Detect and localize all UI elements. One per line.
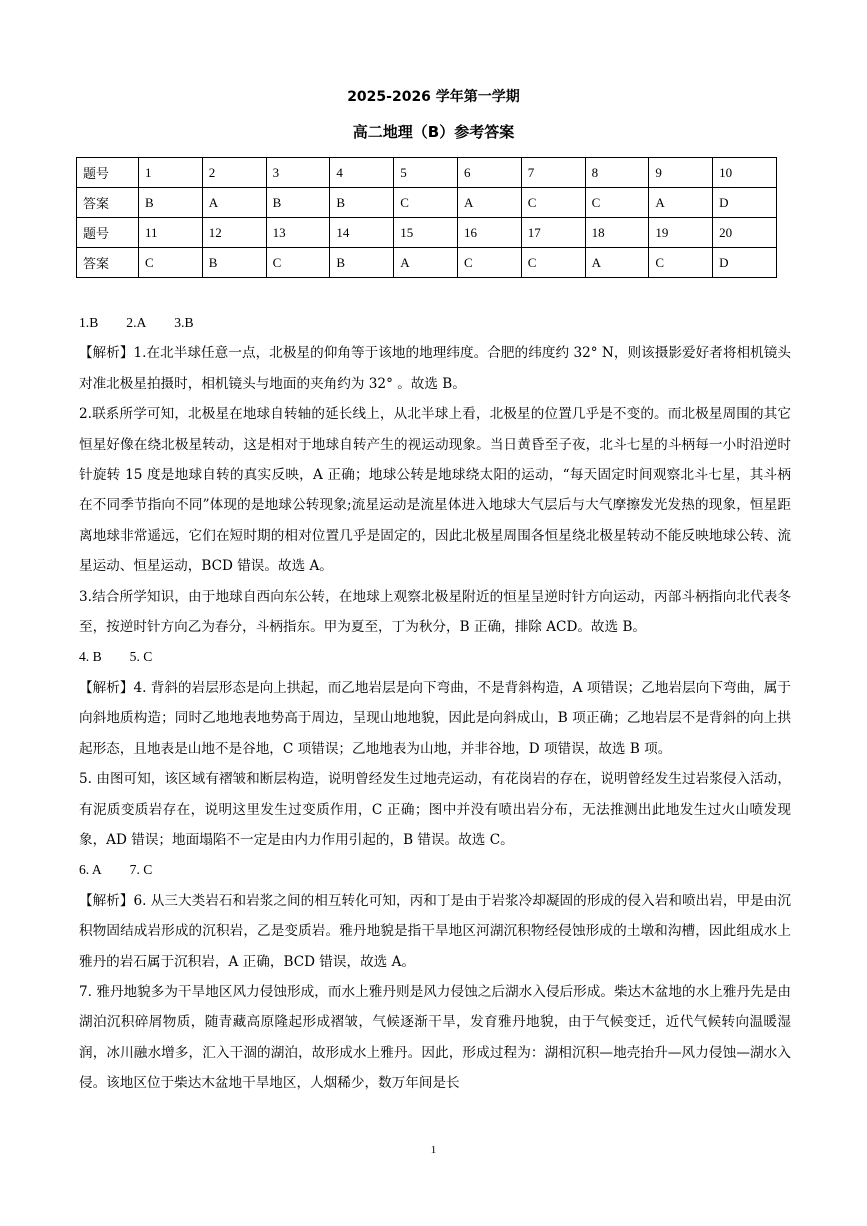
analysis-paragraph: 7. 雅丹地貌多为干旱地区风力侵蚀形成，而水上雅丹则是风力侵蚀之后湖水入侵后形成。柴达木盆地的水上雅丹先是由湖泊沉积碎屑物质，随青藏高原隆起形成褶皱，气候逐渐干旱，发育雅丹地貌，由于气候变迁，近代气候转向温暖湿润，冰川融水增多，汇入干涸的湖泊，故形成水上雅丹。因此，形成过程为：湖相沉积—地壳抬升—风力侵蚀—湖水入侵。该地区位于柴达木盆地干旱地区，人烟稀少，数万年间是长	[79, 983, 791, 1092]
answer-line	[79, 308, 791, 338]
table-cell: 17	[521, 218, 585, 248]
answer-item: 6. A	[79, 862, 102, 878]
table-row	[77, 218, 777, 248]
table-cell: 1	[139, 158, 203, 188]
table-cell: 11	[139, 218, 203, 248]
answer-item: 1.B	[79, 315, 99, 330]
table-cell: 4	[330, 158, 394, 188]
table-cell: 16	[457, 218, 521, 248]
answer-item: 7. C	[129, 862, 153, 878]
table-row	[77, 158, 777, 188]
table-cell: C	[266, 248, 330, 278]
table-cell: B	[330, 248, 394, 278]
page-number: 1	[430, 1144, 437, 1156]
analysis-paragraph: 5. 由图可知，该区域有褶皱和断层构造，说明曾经发生过地壳运动，有花岗岩的存在，说明曾经发生过岩浆侵入活动，有泥质变质岩存在，说明这里发生过变质作用，C 正确；图中并没有喷出岩分布，无法推测出此地发生过火山喷发现象，AD 错误；地面塌陷不一定是由内力作用引起的，B 错误。故选 C。	[79, 771, 791, 848]
table-cell: C	[585, 188, 649, 218]
table-cell: A	[457, 188, 521, 218]
table-cell: 10	[713, 158, 777, 188]
table-cell: C	[521, 248, 585, 278]
table-cell: B	[330, 188, 394, 218]
table-row	[77, 188, 777, 218]
table-cell: 18	[585, 218, 649, 248]
analysis-paragraph: 2.联系所学可知，北极星在地球自转轴的延长线上，从北半球上看，北极星的位置几乎是不变的。而北极星周围的其它恒星好像在绕北极星转动，这是相对于地球自转产生的视运动现象。当日黄昏至子夜，北斗七星的斗柄每一小时沿逆时针旋转 15 度是地球自转的真实反映，A 正确；地球公转是地球绕太阳的运动，“每天固定时间观察北斗七星，其斗柄在不同季节指向不同”体现的是地球公转现象;流星运动是流星体进入地球大气层后与大气摩擦发光发热的现象，恒星距离地球非常遥远，它们在短时期的相对位置几乎是固定的，因此北极星周围各恒星绕北极星转动不能反映地球公转、流星运动、恒星运动，BCD 错误。故选 A。	[79, 406, 791, 575]
table-cell: A	[202, 188, 266, 218]
analysis-paragraph: 【解析】6. 从三大类岩石和岩浆之间的相互转化可知，丙和丁是由于岩浆冷却凝固的形成的侵入岩和喷出岩，甲是由沉积物固结成岩形成的沉积岩，乙是变质岩。雅丹地貌是指干旱地区河湖沉积物经侵蚀形成的土墩和沟槽，因此组成水上雅丹的岩石属于沉积岩，A 正确，BCD 错误，故选 A。	[79, 892, 791, 970]
table-cell: 20	[713, 218, 777, 248]
answer-line	[79, 642, 791, 672]
table-row-header: 答案	[77, 248, 139, 278]
table-cell: C	[394, 188, 458, 218]
answer-line	[79, 855, 791, 885]
answer-item: 5. C	[129, 649, 153, 665]
table-cell: 3	[266, 158, 330, 188]
table-cell: A	[585, 248, 649, 278]
table-row	[77, 248, 777, 278]
table-cell: C	[649, 248, 713, 278]
table-row-header: 答案	[77, 188, 139, 218]
table-cell: D	[713, 248, 777, 278]
answer-table	[76, 157, 777, 278]
analysis-body	[79, 308, 791, 1099]
table-cell: 2	[202, 158, 266, 188]
table-cell: 6	[457, 158, 521, 188]
document-title: 高二地理（B）参考答案	[352, 123, 515, 141]
table-cell: 9	[649, 158, 713, 188]
table-cell: C	[139, 248, 203, 278]
table-row-header: 题号	[77, 158, 139, 188]
table-cell: A	[394, 248, 458, 278]
analysis-paragraph: 【解析】1.在北半球任意一点，北极星的仰角等于该地的地理纬度。合肥的纬度约 32° N，则该摄影爱好者将相机镜头对准北极星拍摄时，相机镜头与地面的夹角约为 32° 。故选 B。	[79, 345, 791, 392]
analysis-paragraph: 3.结合所学知识，由于地球自西向东公转，在地球上观察北极星附近的恒星呈逆时针方向运动，丙部斗柄指向北代表冬至，按逆时针方向乙为春分，斗柄指东。甲为夏至，丁为秋分，B 正确，排除 ACD。故选 B。	[79, 588, 791, 636]
table-cell: A	[649, 188, 713, 218]
table-cell: C	[521, 188, 585, 218]
analysis-paragraph: 【解析】4. 背斜的岩层形态是向上拱起，而乙地岩层是向下弯曲，不是背斜构造，A 项错误；乙地岩层向下弯曲，属于向斜地质构造；同时乙地地表地势高于周边，呈现山地地貌，因此是向斜成山，B 项正确；乙地岩层不是背斜的向上拱起形态，且地表是山地不是谷地，C 项错误；乙地地表为山地，并非谷地，D 项错误，故选 B 项。	[79, 679, 791, 757]
table-cell: 7	[521, 158, 585, 188]
table-row-header: 题号	[77, 218, 139, 248]
table-cell: B	[266, 188, 330, 218]
term-heading: 2025-2026 学年第一学期	[347, 89, 520, 105]
answer-item: 4. B	[79, 649, 102, 665]
table-cell: 14	[330, 218, 394, 248]
answer-item: 3.B	[174, 315, 194, 330]
table-cell: C	[457, 248, 521, 278]
table-cell: 13	[266, 218, 330, 248]
table-cell: 15	[394, 218, 458, 248]
table-cell: 8	[585, 158, 649, 188]
table-cell: B	[139, 188, 203, 218]
table-cell: 12	[202, 218, 266, 248]
table-cell: D	[713, 188, 777, 218]
answer-item: 2.A	[126, 315, 147, 330]
table-cell: 19	[649, 218, 713, 248]
table-cell: B	[202, 248, 266, 278]
table-cell: 5	[394, 158, 458, 188]
